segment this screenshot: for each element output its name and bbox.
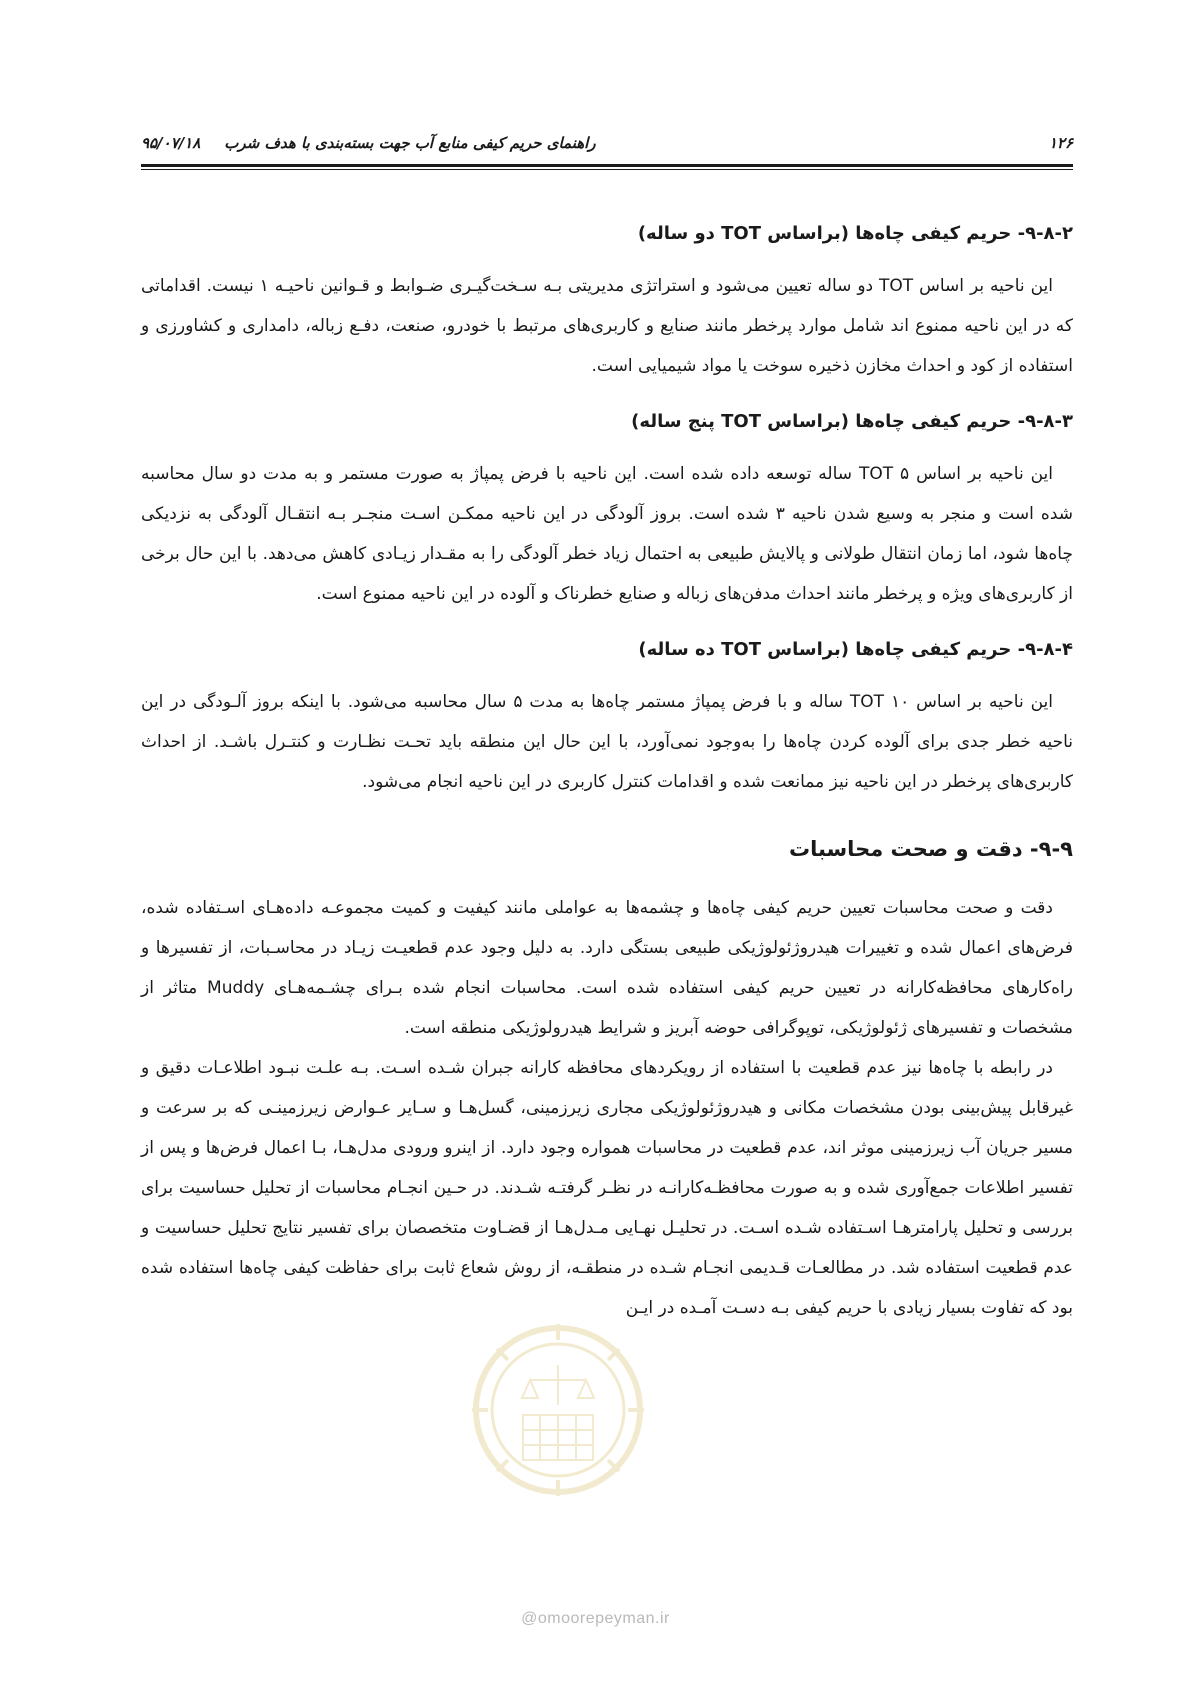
running-header (141, 126, 1073, 160)
section-paragraph: در رابطه با چاه‌ها نیز عدم قطعیت با استفاده از رویکردهای محافظه کارانه جبران شـده اسـت. بـه علـت نبـود اطلاعـات دقیق و غیرقابل پیش‌بینی بودن مشخصات مکانی و هیدروژئولوژیکی مجاری زیرزمینی، گسل‌هـا و سـایر عـوارض زیرزمینـی که بر سرعت و مسیر جریان آب زیرزمینی موثر اند، عدم قطعیت در محاسبات همواره وجود دارد. از اینرو ورودی مدل‌هـا، بـا اعمال فرض‌ها و پس از تفسیر اطلاعات جمع‌آوری شده و به صورت محافظـه‌کارانـه در نظـر گرفتـه شـدند. در حـین انجـام محاسبات از تحلیل حساسیت برای بررسی و تحلیل پارامترهـا اسـتفاده شـده اسـت. در تحلیـل نهـایی مـدل‌هـا از قضـاوت متخصصان برای تفسیر نتایج تحلیل حساسیت و عدم قطعیت استفاده شد. در مطالعـات قـدیمی انجـام شـده در منطقـه، از روش شعاع ثابت برای حفاظت کیفی چاه‌ها استفاده شده بود که تفاوت بسیار زیادی با حریم کیفی بـه دسـت آمـده در ایـن (141, 1058, 1073, 1318)
section-heading-3: ۹-۸-۳- حریم کیفی چاه‌ها (براساس TOT پنج ساله) (631, 411, 1073, 432)
footer-watermark (0, 1610, 1191, 1628)
page-number: ۱۲۶ (1048, 134, 1073, 152)
header-rule-thin (141, 169, 1073, 170)
page-content (141, 212, 1073, 1328)
header-title-group (1049, 134, 1073, 152)
document-date: ۹۵/۰۷/۱۸ (141, 134, 201, 152)
watermark-url: omoorepeyman.ir (537, 1610, 670, 1627)
section-paragraph: دقت و صحت محاسبات تعیین حریم کیفی چاه‌ها و چشمه‌ها به عواملی مانند کیفیت و کمیت مجموعـه داده‌هـای اسـتفاده شده، فرض‌های اعمال شده و تغییرات هیدروژئولوژیکی طبیعی بستگی دارد. به دلیل وجود عدم قطعیـت زیـاد در محاسـبات، از تفسیرها و راه‌کارهای محافظه‌کارانه در تعیین حریم کیفی استفاده شده است. محاسبات انجام شده بـرای چشـمه‌هـای Muddy متاثر از مشخصات و تفسیرهای ژئولوژیکی، توپوگرافی حوضه آبریز و شرایط هیدرولوژیکی منطقه است. (141, 898, 1073, 1038)
section-paragraph: این ناحیه بر اساس TOT ۱۰ ساله و با فرض پمپاژ مستمر چاه‌ها به مدت ۵ سال محاسبه می‌شود. با اینکه بروز آلـودگی در این ناحیه خطر جدی برای آلوده کردن چاه‌ها را به‌وجود نمی‌آورد، با این حال این منطقه باید تحـت نظـارت و کنتـرل باشـد. از احداث کاربری‌های پرخطر در این ناحیه نیز ممانعت شده و اقدامات کنترل کاربری در این ناحیه انجام می‌شود. (141, 692, 1073, 792)
section-paragraph: این ناحیه بر اساس TOT دو ساله تعیین می‌شود و استراتژی مدیریتی بـه سـخت‌گیـری ضـوابط و قـوانین ناحیـه ۱ نیست. اقداماتی که در این ناحیه ممنوع اند شامل موارد پرخطر مانند صنایع و کاربری‌های مرتبط با خودرو، صنعت، دفـع زباله، دامداری و کشاورزی و استفاده از کود و احداث مخازن ذخیره سوخت یا مواد شیمیایی است. (141, 276, 1073, 376)
header-rule-thick (141, 164, 1073, 167)
section-heading-accuracy: ۹-۹- دقت و صحت محاسبات (788, 837, 1073, 861)
header-right-group (141, 134, 596, 152)
watermark-seal-icon (468, 1320, 648, 1510)
section-heading-4: ۹-۸-۴- حریم کیفی چاه‌ها (براساس TOT ده ساله) (638, 639, 1073, 660)
at-icon: @ (521, 1610, 538, 1627)
section-paragraph: این ناحیه بر اساس TOT ۵ ساله توسعه داده شده است. این ناحیه با فرض پمپاژ به صورت مستمر و به مدت دو سال محاسبه شده است و منجر به وسیع شدن ناحیه ۳ شده است. بروز آلودگی در این ناحیه ممکـن اسـت منجـر بـه انتقـال آلودگی به نزدیکی چاه‌ها شود، اما زمان انتقال طولانی و پالایش طبیعی به احتمال زیاد خطر آلودگی را به مقـدار زیـادی کاهش می‌دهد. با این حال برخی از کاربری‌های ویژه و پرخطر مانند احداث مدفن‌های زباله و صنایع خطرناک و آلوده در این ناحیه ممنوع است. (141, 464, 1073, 604)
document-title: راهنمای حریم کیفی منابع آب جهت بسته‌بندی با هدف شرب (224, 134, 596, 152)
section-heading-2: ۹-۸-۲- حریم کیفی چاه‌ها (براساس TOT دو ساله) (637, 223, 1073, 244)
